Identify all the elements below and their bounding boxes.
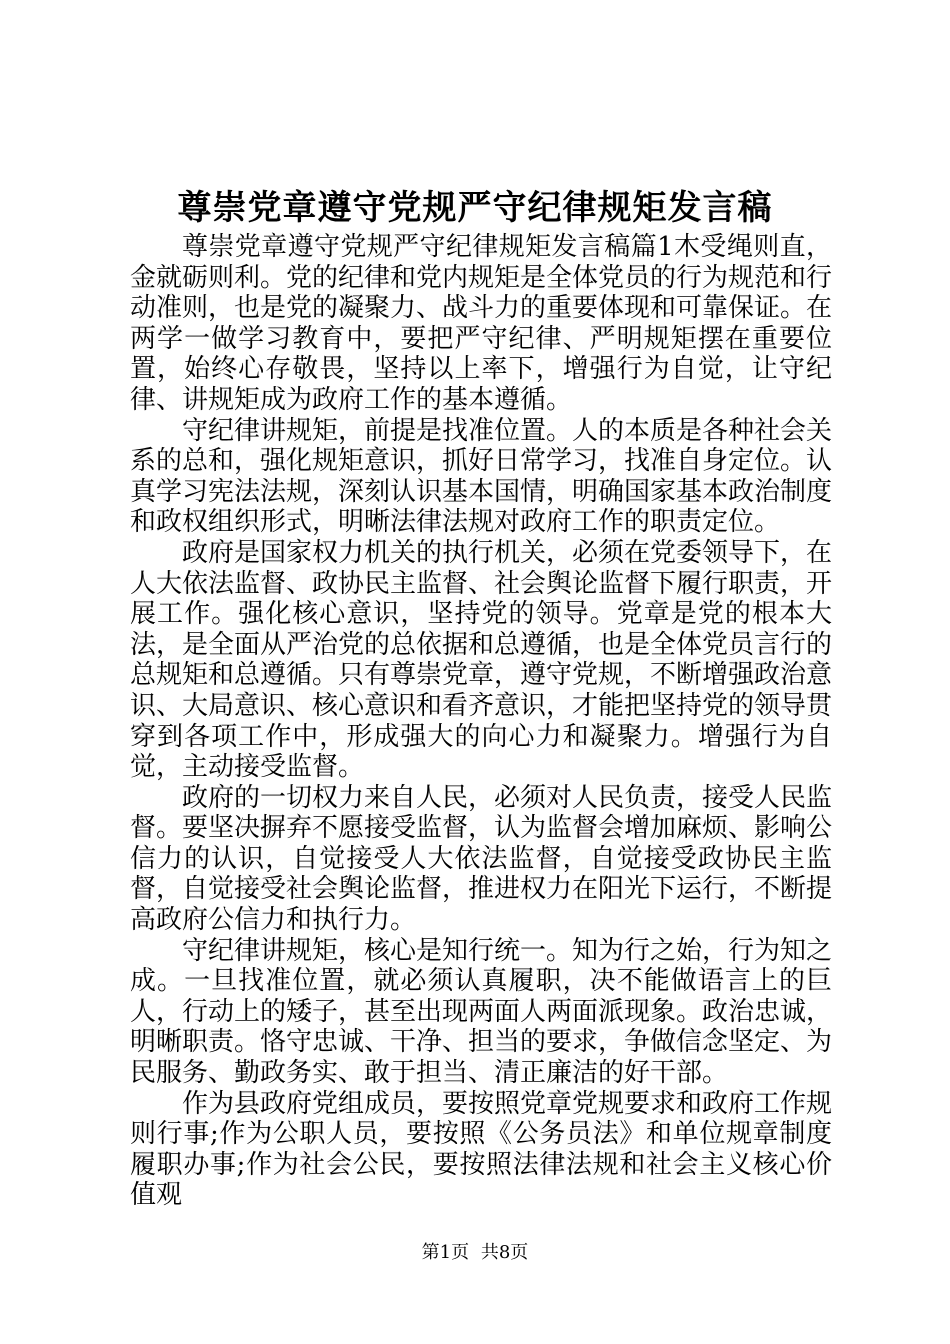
paragraph-1: 尊崇党章遵守党规严守纪律规矩发言稿篇1木受绳则直，金就砺则利。党的纪律和党内规矩是全体党员的行为规范和行动准则，也是党的凝聚力、战斗力的重要体现和可靠保证。在两学一做学习教育中，要把严守纪律、严明规矩摆在重要位置，始终心存敬畏，坚持以上率下，增强行为自觉，让守纪律、讲规矩成为政府工作的基本遵循。 [130, 232, 833, 415]
paragraph-5: 守纪律讲规矩，核心是知行统一。知为行之始，行为知之成。一旦找准位置，就必须认真履职，决不能做语言上的巨人，行动上的矮子，甚至出现两面人两面派现象。政治忠诚，明晰职责。恪守忠诚、干净、担当的要求，争做信念坚定、为民服务、勤政务实、敢于担当、清正廉洁的好干部。 [130, 935, 833, 1089]
page-total: 共8页 [480, 1242, 529, 1263]
paragraph-3: 政府是国家权力机关的执行机关，必须在党委领导下，在人大依法监督、政协民主监督、社会舆论监督下履行职责，开展工作。强化核心意识，坚持党的领导。党章是党的根本大法，是全面从严治党的总依据和总遵循，也是全体党员言行的总规矩和总遵循。只有尊崇党章，遵守党规，不断增强政治意识、大局意识、核心意识和看齐意识，才能把坚持党的领导贯穿到各项工作中，形成强大的向心力和凝聚力。增强行为自觉，主动接受监督。 [130, 537, 833, 783]
paragraph-2: 守纪律讲规矩，前提是找准位置。人的本质是各种社会关系的总和，强化规矩意识，抓好日常学习，找准自身定位。认真学习宪法法规，深刻认识基本国情，明确国家基本政治制度和政权组织形式，明晰法律法规对政府工作的职责定位。 [130, 415, 833, 538]
page-footer [0, 1240, 950, 1266]
document-body [130, 232, 832, 1211]
page-number: 第1页 [421, 1242, 470, 1263]
paragraph-4: 政府的一切权力来自人民，必须对人民负责，接受人民监督。要坚决摒弃不愿接受监督，认为监督会增加麻烦、影响公信力的认识，自觉接受人大依法监督，自觉接受政协民主监督，自觉接受社会舆论监督，推进权力在阳光下运行，不断提高政府公信力和执行力。 [130, 782, 833, 936]
paragraph-6: 作为县政府党组成员，要按照党章党规要求和政府工作规则行事;作为公职人员，要按照《公务员法》和单位规章制度履职办事;作为社会公民，要按照法律法规和社会主义核心价值观 [130, 1088, 833, 1211]
document-title: 尊崇党章遵守党规严守纪律规矩发言稿 [177, 188, 773, 228]
